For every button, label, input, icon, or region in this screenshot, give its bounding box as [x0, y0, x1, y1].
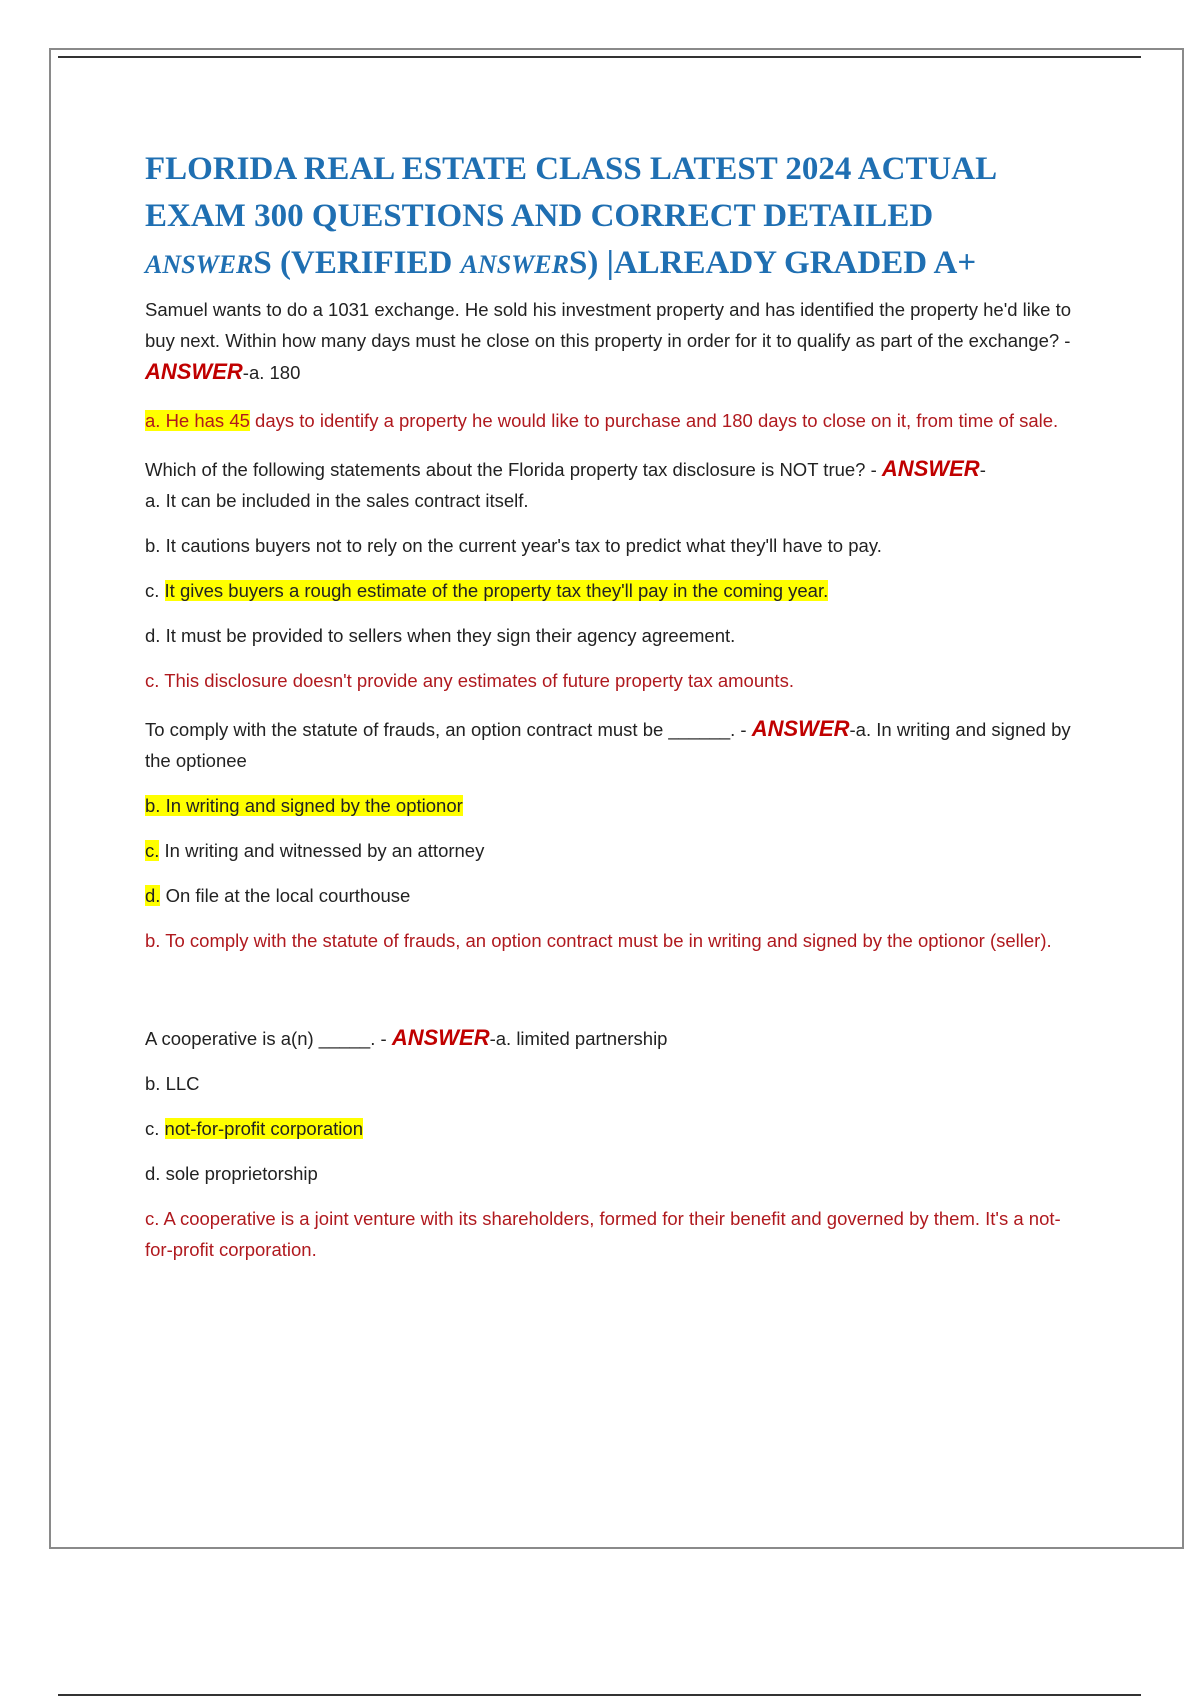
q2-option-b: b. It cautions buyers not to rely on the current year's tax to predict what they'll have to pay. [145, 535, 882, 556]
title-line-3b: S) |ALREADY GRADED A+ [568, 245, 977, 281]
title-line-3a: S (VERIFIED [253, 245, 461, 281]
q3-option-c: c. In writing and witnessed by an attorney [145, 840, 485, 861]
q3-option-b-highlight: b. In writing and signed by the optionor [145, 795, 463, 816]
answer-tag: ANSWER [145, 359, 243, 384]
q4-option-c-highlight: not-for-profit corporation [164, 1118, 363, 1139]
q1-question: Samuel wants to do a 1031 exchange. He sold his investment property and has identified the property he'd like to buy next. Within how many days must he close on this property in order for it to qualify as part of the exchange? - ANSWER-a. 180 [145, 299, 1072, 384]
q4-option-a: -a. limited partnership [489, 1028, 668, 1049]
q4-option-d: d. sole proprietorship [145, 1163, 318, 1184]
title-answers-ital-2: ANSWER [460, 250, 569, 279]
q3-option-d: d. On file at the local courthouse [145, 885, 411, 906]
top-rule [58, 56, 1141, 58]
q2-option-c: c. It gives buyers a rough estimate of the property tax they'll pay in the coming year. [145, 580, 829, 601]
q3-explanation: b. To comply with the statute of frauds, an option contract must be in writing and signed by the optionor (seller). [145, 930, 1052, 951]
title-line-2: EXAM 300 QUESTIONS AND CORRECT DETAILED [145, 198, 934, 234]
title-answers-ital-1: ANSWER [145, 250, 254, 279]
q4-explanation: c. A cooperative is a joint venture with its shareholders, formed for their benefit and governed by them. It's a not-for-profit corporation. [145, 1208, 1061, 1260]
answer-tag: ANSWER [881, 456, 980, 481]
q3-option-c-letter: c. [145, 840, 160, 861]
q1-option-a: -a. 180 [242, 362, 301, 383]
answer-tag: ANSWER [751, 716, 850, 741]
document-title [145, 146, 1085, 288]
q3-option-b [145, 790, 1085, 821]
q2-option-c-highlight: It gives buyers a rough estimate of the property tax they'll pay in the coming year. [164, 580, 829, 601]
q2-explanation: c. This disclosure doesn't provide any estimates of future property tax amounts. [145, 670, 794, 691]
q3-option-a: -a. In writing and signed by the optionee [145, 719, 1071, 771]
q2-option-a: a. It can be included in the sales contract itself. [145, 490, 529, 511]
bottom-rule [58, 1694, 1141, 1696]
q4-option-b: b. LLC [145, 1073, 200, 1094]
q3-question: To comply with the statute of frauds, an option contract must be ______. - ANSWER-a. In writing and signed by the optionee [145, 716, 1071, 771]
q3-option-d-letter: d. [145, 885, 161, 906]
document-body [145, 146, 1085, 1265]
q4-option-c: c. not-for-profit corporation [145, 1118, 363, 1139]
q1-explanation-highlight: a. He has 45 [145, 410, 250, 431]
q1-explanation: a. He has 45 days to identify a property he would like to purchase and 180 days to close on it, from time of sale. [145, 410, 1059, 431]
q2-option-d: d. It must be provided to sellers when they sign their agency agreement. [145, 625, 736, 646]
q4-question: A cooperative is a(n) _____. - ANSWER-a. limited partnership [145, 1025, 668, 1050]
title-line-1: FLORIDA REAL ESTATE CLASS LATEST 2024 ACTUAL [145, 151, 998, 187]
q2-question: Which of the following statements about the Florida property tax disclosure is NOT true? - ANSWER- [145, 456, 986, 481]
answer-tag: ANSWER [391, 1025, 490, 1050]
